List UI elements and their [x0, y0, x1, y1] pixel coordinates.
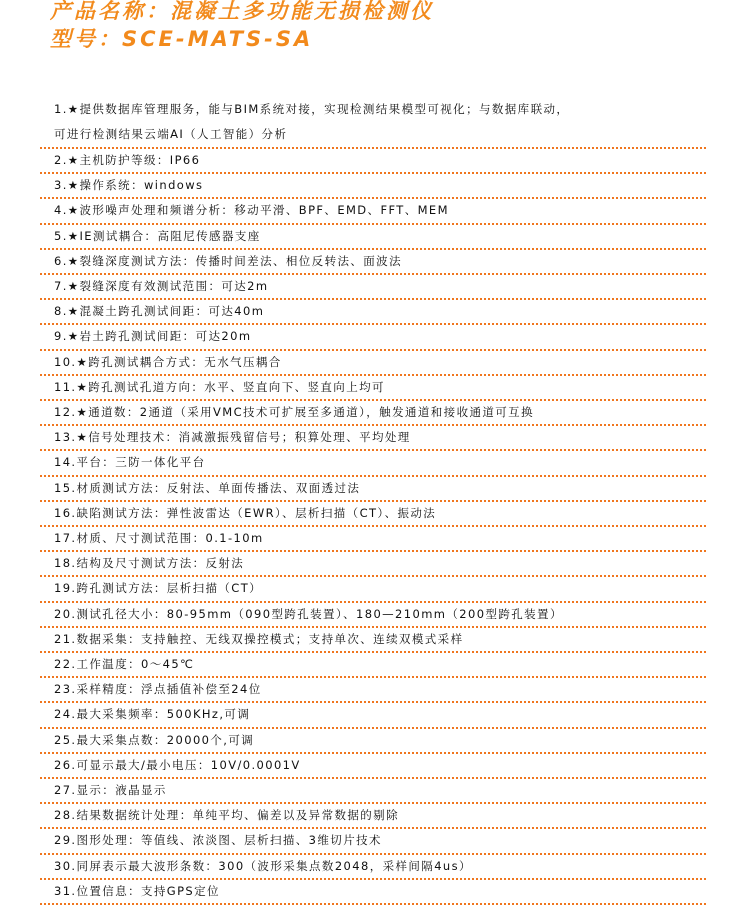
spec-item-13: 13.★信号处理技术：消减激振残留信号；积算处理、平均处理 [40, 426, 706, 451]
spec-item-1 [40, 95, 706, 149]
spec-item-29: 29.图形处理：等值线、浓淡图、层析扫描、3维切片技术 [40, 829, 706, 854]
document-header [50, 0, 434, 52]
spec-item-7: 7.★裂缝深度有效测试范围：可达2m [40, 275, 706, 300]
spec-item-21: 21.数据采集：支持触控、无线双操控模式；支持单次、连续双模式采样 [40, 628, 706, 653]
spec-item-1-line-1: 1.★提供数据库管理服务，能与BIM系统对接，实现检测结果模型可视化；与数据库联动， [54, 102, 570, 116]
spec-item-5: 5.★IE测试耦合：高阻尼传感器支座 [40, 225, 706, 250]
spec-item-23: 23.采样精度：浮点插值补偿至24位 [40, 678, 706, 703]
spec-item-17: 17.材质、尺寸测试范围：0.1-10m [40, 527, 706, 552]
spec-item-9: 9.★岩土跨孔测试间距：可达20m [40, 325, 706, 350]
product-name-title: 产品名称：混凝土多功能无损检测仪 [50, 0, 434, 23]
spec-item-24: 24.最大采集频率：500KHz,可调 [40, 703, 706, 728]
spec-item-4: 4.★波形噪声处理和频谱分析：移动平滑、BPF、EMD、FFT、MEM [40, 199, 706, 224]
spec-item-22: 22.工作温度：0～45℃ [40, 653, 706, 678]
spec-item-15: 15.材质测试方法：反射法、单面传播法、双面透过法 [40, 477, 706, 502]
spec-item-12: 12.★通道数：2通道（采用VMC技术可扩展至多通道），触发通道和接收通道可互换 [40, 401, 706, 426]
spec-item-20: 20.测试孔径大小：80-95mm（090型跨孔装置）、180—210mm（200型跨孔装置） [40, 603, 706, 628]
spec-item-30: 30.同屏表示最大波形条数：300（波形采集点数2048，采样间隔4us） [40, 855, 706, 880]
spec-item-2: 2.★主机防护等级：IP66 [40, 149, 706, 174]
spec-item-3: 3.★操作系统：windows [40, 174, 706, 199]
spec-item-14: 14.平台：三防一体化平台 [40, 451, 706, 476]
spec-item-18: 18.结构及尺寸测试方法：反射法 [40, 552, 706, 577]
spec-item-11: 11.★跨孔测试孔道方向：水平、竖直向下、竖直向上均可 [40, 376, 706, 401]
spec-item-28: 28.结果数据统计处理：单纯平均、偏差以及异常数据的剔除 [40, 804, 706, 829]
spec-item-16: 16.缺陷测试方法：弹性波雷达（EWR）、层析扫描（CT）、振动法 [40, 502, 706, 527]
spec-list [40, 95, 706, 905]
spec-item-26: 26.可显示最大/最小电压：10V/0.0001V [40, 754, 706, 779]
spec-item-25: 25.最大采集点数：20000个,可调 [40, 729, 706, 754]
spec-item-1-line-2: 可进行检测结果云端AI（人工智能）分析 [54, 127, 288, 141]
spec-item-8: 8.★混凝土跨孔测试间距：可达40m [40, 300, 706, 325]
spec-item-19: 19.跨孔测试方法：层析扫描（CT） [40, 577, 706, 602]
spec-item-6: 6.★裂缝深度测试方法：传播时间差法、相位反转法、面波法 [40, 250, 706, 275]
spec-item-31: 31.位置信息：支持GPS定位 [40, 880, 706, 905]
spec-item-10: 10.★跨孔测试耦合方式：无水气压耦合 [40, 351, 706, 376]
model-number-title: 型号：SCE-MATS-SA [50, 27, 314, 51]
spec-item-27: 27.显示：液晶显示 [40, 779, 706, 804]
